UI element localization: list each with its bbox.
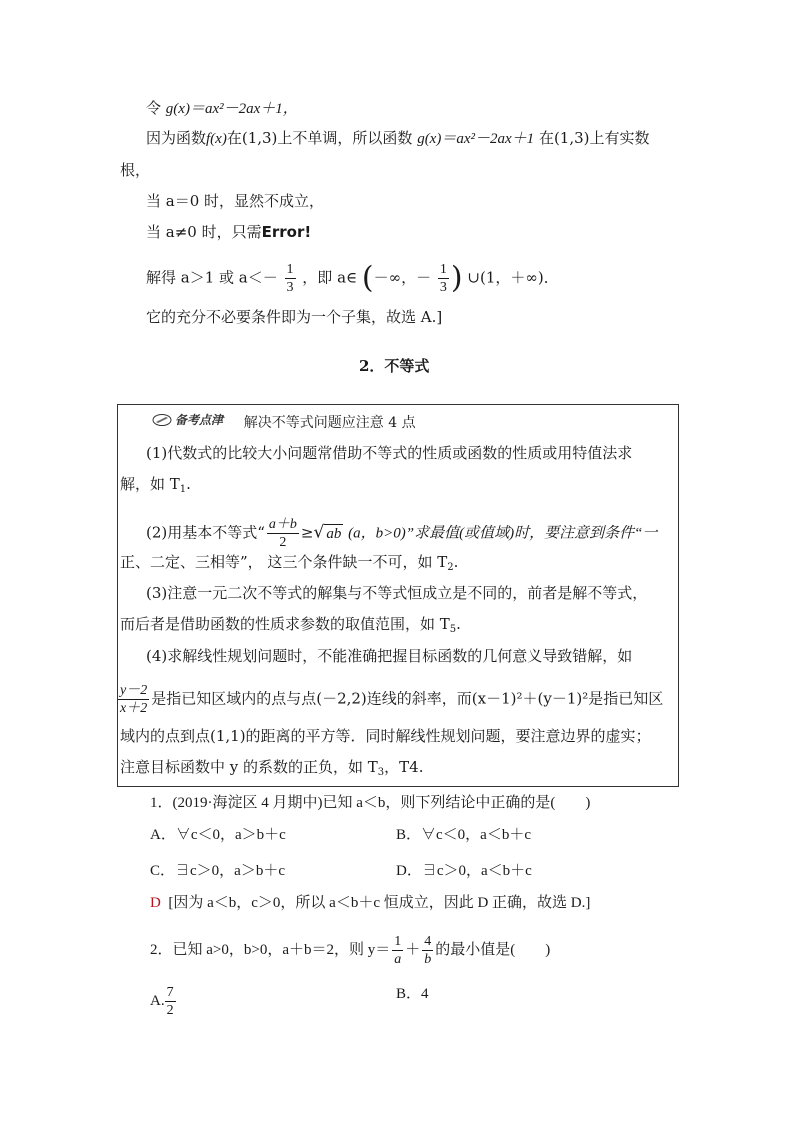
tips-tag: 备考点津 — [152, 410, 223, 430]
tips-p1-b: 解，如 $T_1$. — [120, 475, 191, 495]
q1-answer: D — [150, 895, 161, 911]
tips-p3-a: (3)注意一元二次不等式的解集与不等式恒成立是不同的，前者是解不等式， — [146, 584, 648, 602]
tips-p4-a: (4)求解线性规划问题时，不能准确把握目标函数的几何意义导致错解，如 — [146, 647, 633, 665]
sqrt-icon: √ — [313, 522, 325, 543]
q1-option-d: D．∃c＞0，a＜b＋c — [396, 863, 532, 879]
q2-option-a: A. $\frac{7}{2}$ — [150, 985, 174, 1018]
solution-line-7: 它的充分不必要条件即为一个子集，故选 A.] — [146, 308, 443, 326]
tips-p4-d: 注意目标函数中 y 的系数的正负，如 $T_3$，T4. — [120, 758, 424, 778]
section-title: 2．不等式 — [359, 357, 430, 375]
q1-option-a: A．∀c＜0，a＞b＋c — [150, 827, 286, 843]
fraction-one-third-2: $\frac{1}{3}$ — [439, 262, 447, 295]
q1-answer-row: D [因为 a＜b，c＞0，所以 a＜b＋c 恒成立，因此 D 正确，故选 D.] — [150, 895, 591, 911]
solution-line-2: 因为函数f(x)在(1,3)上不单调，所以函数 g(x)＝ax²－2ax＋1 在(1,3)上有实数 — [146, 129, 650, 147]
fraction-a-plus-b-over-2: $\frac{a+b}{2}$ — [268, 517, 297, 550]
solution-line-3: 根， — [120, 161, 151, 179]
fraction-one-third: $\frac{1}{3}$ — [286, 262, 294, 295]
q2-stem: 2．已知 a>0，b>0，a＋b＝2，则 y＝ $\frac{1}{a}$ ＋ $\frac{4}{b}$ 的最小值是( ) — [150, 934, 551, 967]
q1-option-b: B．∀c＜0，a＜b＋c — [396, 827, 531, 843]
pencil-icon — [152, 413, 172, 427]
solution-line-1: 令 g(x)＝ax²－2ax＋1， — [146, 99, 298, 117]
solution-line-4: 当 a＝0 时，显然不成立， — [146, 192, 325, 210]
tips-p2-c: 正、二定、三相等”， 这三个条件缺一不可，如 $T_2$. — [120, 553, 459, 573]
fraction-slope: $\frac{y-2}{x+2}$ — [120, 683, 148, 716]
tips-heading-row: 备考点津 解决不等式问题应注意 4 点 — [152, 410, 416, 433]
fraction-4-over-b: $\frac{4}{b}$ — [424, 934, 432, 967]
solution-line-5: 当 a≠0 时，只需Error! — [146, 223, 312, 241]
tips-p3-b: 而后者是借助函数的性质求参数的取值范围，如 $T_5$. — [120, 615, 461, 635]
tips-p4-b: $\frac{y-2}{x+2}$ 是指已知区域内的点与点(－2,2)连线的斜率，而(x－1)²＋(y－1)²是指已知区 — [120, 683, 664, 716]
fraction-7-over-2: $\frac{7}{2}$ — [166, 985, 174, 1018]
tips-p2-a: (2)用基本不等式“ $\frac{a+b}{2}$ ≥√ ab (a，b>0)”求最值(或值域)时，要注意到条件“一 — [146, 517, 658, 550]
left-paren: ( — [361, 260, 374, 296]
right-paren: ) — [450, 260, 463, 296]
q2-option-b: B．4 — [396, 986, 429, 1002]
tips-p4-c: 域内的点到点(1,1)的距离的平方等．同时解线性规划问题，要注意边界的虚实； — [120, 727, 651, 745]
q1-option-c: C．∃c＞0，a＞b＋c — [150, 863, 285, 879]
fraction-1-over-a: $\frac{1}{a}$ — [394, 934, 402, 967]
q1-stem: 1．(2019·海淀区 4 月期中)已知 a＜b，则下列结论中正确的是( ) — [150, 795, 591, 811]
tips-p1-a: (1)代数式的比较大小问题常借助不等式的性质或函数的性质或用特值法求 — [146, 444, 633, 462]
solution-line-6: 解得 a＞1 或 a＜－ $\frac{1}{3}$ ，即 a∈ (－∞，－ $\frac{1}{3}$ ) ∪(1，＋∞)． — [146, 260, 559, 296]
